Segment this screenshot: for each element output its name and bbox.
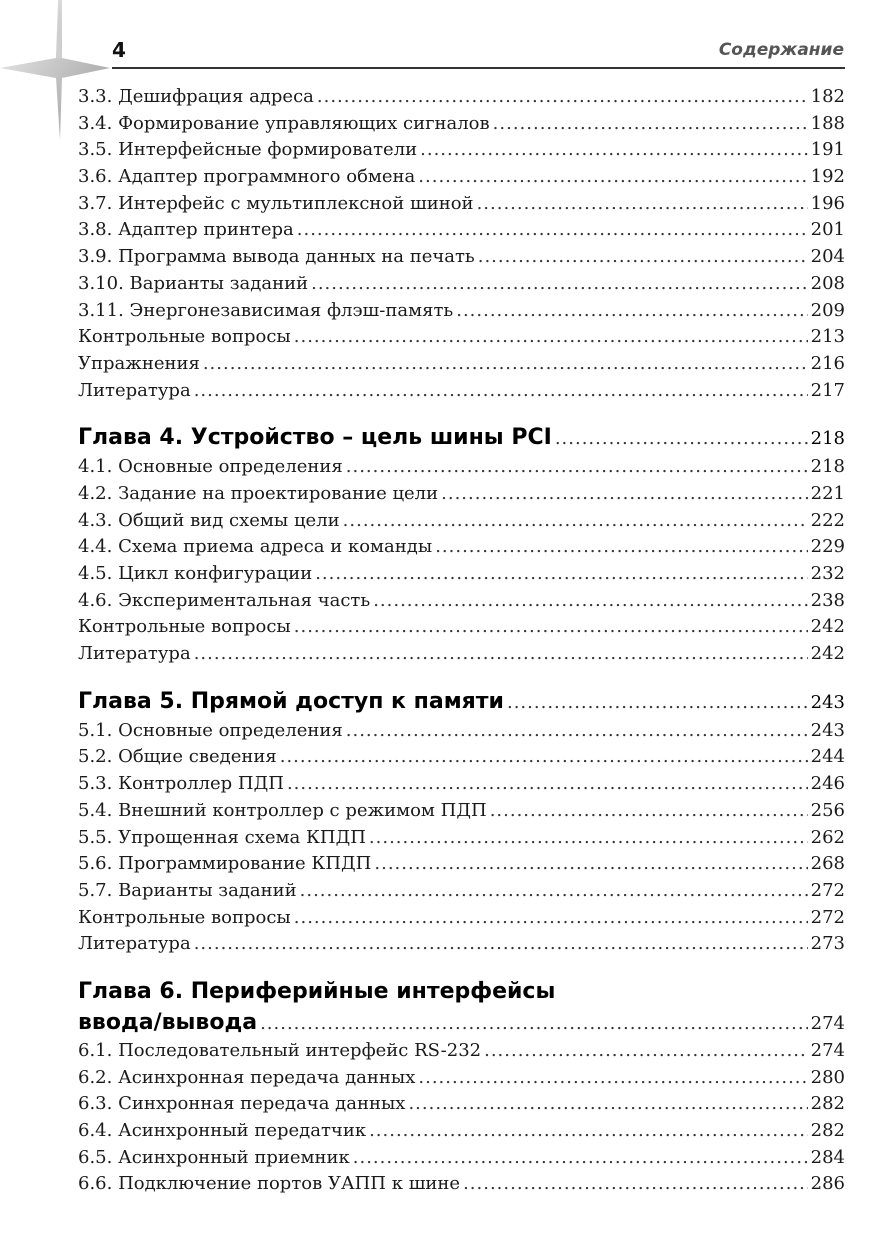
toc-entry-page: 272 bbox=[810, 906, 845, 928]
toc-entry-label: 3.10. Варианты заданий bbox=[78, 272, 309, 294]
dot-leader bbox=[346, 454, 808, 481]
toc-entry-page: 218 bbox=[810, 456, 845, 478]
dot-leader bbox=[369, 825, 808, 852]
toc-entry bbox=[78, 137, 845, 164]
dot-leader bbox=[456, 298, 807, 325]
dot-leader bbox=[280, 744, 808, 771]
toc-entry-page: 188 bbox=[810, 112, 845, 134]
toc-entry-label: 6.6. Подключение портов УАПП к шине bbox=[78, 1173, 461, 1195]
dot-leader bbox=[555, 423, 808, 450]
toc-entry-page: 242 bbox=[810, 643, 845, 665]
toc-entry bbox=[78, 217, 845, 244]
toc-entry-label: 3.5. Интерфейсные формирователи bbox=[78, 139, 418, 161]
toc-entry bbox=[78, 454, 845, 481]
toc-entry-page: 191 bbox=[810, 139, 845, 161]
dot-leader bbox=[484, 1038, 808, 1065]
toc-entry-label: 5.4. Внешний контроллер с режимом ПДП bbox=[78, 799, 487, 821]
toc-entry bbox=[78, 481, 845, 508]
toc-entry bbox=[78, 825, 845, 852]
toc-entry-label: Упражнения bbox=[78, 352, 200, 374]
toc-entry-label: 6.3. Синхронная передача данных bbox=[78, 1093, 406, 1115]
toc-entry-label: Контрольные вопросы bbox=[78, 326, 291, 348]
dot-leader bbox=[478, 244, 808, 271]
dot-leader bbox=[435, 534, 807, 561]
toc-entry-label: 5.7. Варианты заданий bbox=[78, 879, 297, 901]
page-header bbox=[0, 0, 875, 80]
toc-entry-page: 196 bbox=[810, 192, 845, 214]
toc-entry-page: 209 bbox=[810, 299, 845, 321]
toc-entry-page: 213 bbox=[810, 326, 845, 348]
chapter-heading bbox=[78, 422, 845, 454]
toc-entry bbox=[78, 614, 845, 641]
toc-entry-page: 242 bbox=[810, 616, 845, 638]
running-title: Содержание bbox=[718, 40, 844, 60]
toc-entry-label: 5.3. Контроллер ПДП bbox=[78, 773, 284, 795]
toc-entry-page: 221 bbox=[810, 482, 845, 504]
toc-entry-page: 274 bbox=[810, 1039, 845, 1061]
dot-leader bbox=[294, 614, 808, 641]
dot-leader bbox=[194, 931, 808, 958]
toc-entry bbox=[78, 298, 845, 325]
toc-entry-page: 273 bbox=[810, 933, 845, 955]
toc-entry-label: 3.9. Программа вывода данных на печать bbox=[78, 246, 475, 268]
dot-leader bbox=[194, 641, 808, 668]
toc-entry-page: 216 bbox=[810, 352, 845, 374]
dot-leader bbox=[353, 1145, 808, 1172]
chapter-title: Глава 5. Прямой доступ к памяти bbox=[78, 688, 504, 714]
chapter-page: 243 bbox=[810, 691, 845, 713]
toc-entry bbox=[78, 931, 845, 958]
header-rule bbox=[112, 67, 845, 69]
toc-entry-page: 262 bbox=[810, 826, 845, 848]
dot-leader bbox=[441, 481, 808, 508]
chapter-heading-line2 bbox=[78, 1008, 845, 1038]
dot-leader bbox=[490, 798, 808, 825]
toc-entry-page: 192 bbox=[810, 166, 845, 188]
toc-entry bbox=[78, 851, 845, 878]
dot-leader bbox=[507, 687, 808, 714]
toc-entry bbox=[78, 271, 845, 298]
dot-leader bbox=[203, 351, 808, 378]
toc-entry-label: 4.3. Общий вид схемы цели bbox=[78, 509, 340, 531]
table-of-contents bbox=[78, 84, 845, 1198]
chapter-page: 274 bbox=[810, 1012, 845, 1034]
toc-entry bbox=[78, 1038, 845, 1065]
dot-leader bbox=[374, 851, 807, 878]
toc-entry bbox=[78, 905, 845, 932]
dot-leader bbox=[418, 164, 807, 191]
toc-entry bbox=[78, 508, 845, 535]
dot-leader bbox=[287, 771, 808, 798]
toc-entry-label: 5.1. Основные определения bbox=[78, 719, 343, 741]
page-number: 4 bbox=[112, 38, 126, 62]
toc-entry-page: 217 bbox=[810, 379, 845, 401]
toc-entry-label: 5.5. Упрощенная схема КПДП bbox=[78, 826, 366, 848]
toc-entry-label: Литература bbox=[78, 933, 191, 955]
toc-entry-page: 229 bbox=[810, 536, 845, 558]
toc-entry-page: 243 bbox=[810, 719, 845, 741]
toc-entry-label: 3.6. Адаптер программного обмена bbox=[78, 166, 416, 188]
toc-entry bbox=[78, 641, 845, 668]
toc-entry-page: 182 bbox=[810, 86, 845, 107]
toc-entry bbox=[78, 1091, 845, 1118]
toc-entry-label: 4.6. Экспериментальная часть bbox=[78, 589, 371, 611]
toc-entry bbox=[78, 718, 845, 745]
dot-leader bbox=[194, 378, 808, 405]
toc-entry-label: 4.4. Схема приема адреса и команды bbox=[78, 536, 433, 558]
toc-entry bbox=[78, 111, 845, 138]
toc-entry-label: 3.11. Энергонезависимая флэш-память bbox=[78, 299, 454, 321]
toc-entry bbox=[78, 1065, 845, 1092]
dot-leader bbox=[420, 137, 808, 164]
toc-entry bbox=[78, 798, 845, 825]
chapter-heading bbox=[78, 686, 845, 718]
toc-entry bbox=[78, 191, 845, 218]
toc-entry-page: 244 bbox=[810, 746, 845, 768]
dot-leader bbox=[311, 271, 808, 298]
toc-entry-label: 4.2. Задание на проектирование цели bbox=[78, 482, 439, 504]
toc-entry-label: 6.1. Последовательный интерфейс RS-232 bbox=[78, 1039, 482, 1061]
toc-entry bbox=[78, 744, 845, 771]
dot-leader bbox=[317, 84, 808, 111]
toc-entry bbox=[78, 1145, 845, 1172]
toc-entry-page: 232 bbox=[810, 563, 845, 584]
toc-entry bbox=[78, 878, 845, 905]
dot-leader bbox=[369, 1118, 808, 1145]
toc-entry bbox=[78, 164, 845, 191]
toc-entry-label: 4.5. Цикл конфигурации bbox=[78, 563, 313, 584]
toc-entry-page: 280 bbox=[810, 1066, 845, 1088]
chapter-page: 218 bbox=[810, 428, 845, 450]
toc-entry-label: 5.2. Общие сведения bbox=[78, 746, 277, 768]
dot-leader bbox=[346, 718, 808, 745]
toc-entry bbox=[78, 588, 845, 615]
toc-entry-label: 6.5. Асинхронный приемник bbox=[78, 1146, 350, 1168]
toc-entry-label: 3.3. Дешифрация адреса bbox=[78, 86, 314, 107]
toc-entry-label: 4.1. Основные определения bbox=[78, 456, 343, 478]
toc-entry bbox=[78, 324, 845, 351]
toc-entry bbox=[78, 561, 845, 588]
dot-leader bbox=[418, 1065, 807, 1092]
toc-entry-page: 204 bbox=[810, 246, 845, 268]
toc-entry-page: 246 bbox=[810, 773, 845, 795]
toc-entry-page: 256 bbox=[810, 799, 845, 821]
toc-entry bbox=[78, 1171, 845, 1198]
toc-entry bbox=[78, 351, 845, 378]
toc-entry-label: 3.7. Интерфейс с мультиплексной шиной bbox=[78, 192, 474, 214]
toc-entry-label: 3.4. Формирование управляющих сигналов bbox=[78, 112, 490, 134]
toc-entry bbox=[78, 1118, 845, 1145]
dot-leader bbox=[463, 1171, 808, 1198]
toc-entry-label: 6.4. Асинхронный передатчик bbox=[78, 1120, 367, 1141]
dot-leader bbox=[294, 905, 808, 932]
toc-entry-page: 284 bbox=[810, 1146, 845, 1168]
toc-entry bbox=[78, 534, 845, 561]
dot-leader bbox=[408, 1091, 807, 1118]
dot-leader bbox=[477, 191, 808, 218]
toc-entry-page: 286 bbox=[810, 1173, 845, 1195]
dot-leader bbox=[343, 508, 808, 535]
toc-entry-page: 208 bbox=[810, 272, 845, 294]
toc-entry-page: 268 bbox=[810, 853, 845, 875]
dot-leader bbox=[294, 324, 808, 351]
chapter-heading-line1 bbox=[78, 976, 845, 1008]
toc-entry-label: 3.8. Адаптер принтера bbox=[78, 219, 294, 241]
dot-leader bbox=[300, 878, 808, 905]
toc-entry-label: Контрольные вопросы bbox=[78, 906, 291, 928]
dot-leader bbox=[260, 1009, 808, 1036]
toc-entry-page: 222 bbox=[810, 509, 845, 531]
toc-entry-label: Контрольные вопросы bbox=[78, 616, 291, 638]
toc-entry-page: 201 bbox=[810, 219, 845, 241]
toc-entry-label: 6.2. Асинхронная передача данных bbox=[78, 1066, 416, 1088]
dot-leader bbox=[315, 561, 807, 588]
chapter-title: Глава 4. Устройство – цель шины PCI bbox=[78, 425, 552, 451]
toc-entry-label: Литература bbox=[78, 379, 191, 401]
toc-entry-page: 282 bbox=[810, 1120, 845, 1141]
toc-entry bbox=[78, 771, 845, 798]
toc-entry-label: Литература bbox=[78, 643, 191, 665]
dot-leader bbox=[297, 217, 808, 244]
toc-entry bbox=[78, 378, 845, 405]
dot-leader bbox=[493, 111, 808, 138]
toc-entry-page: 282 bbox=[810, 1093, 845, 1115]
chapter-title-continued: ввода/вывода bbox=[78, 1009, 258, 1035]
toc-entry bbox=[78, 244, 845, 271]
toc-entry-label: 5.6. Программирование КПДП bbox=[78, 853, 372, 875]
dot-leader bbox=[373, 588, 807, 615]
chapter-title: Глава 6. Периферийные интерфейсы bbox=[78, 978, 556, 1004]
toc-entry-page: 238 bbox=[810, 589, 845, 611]
toc-entry bbox=[78, 84, 845, 111]
toc-entry-page: 272 bbox=[810, 879, 845, 901]
